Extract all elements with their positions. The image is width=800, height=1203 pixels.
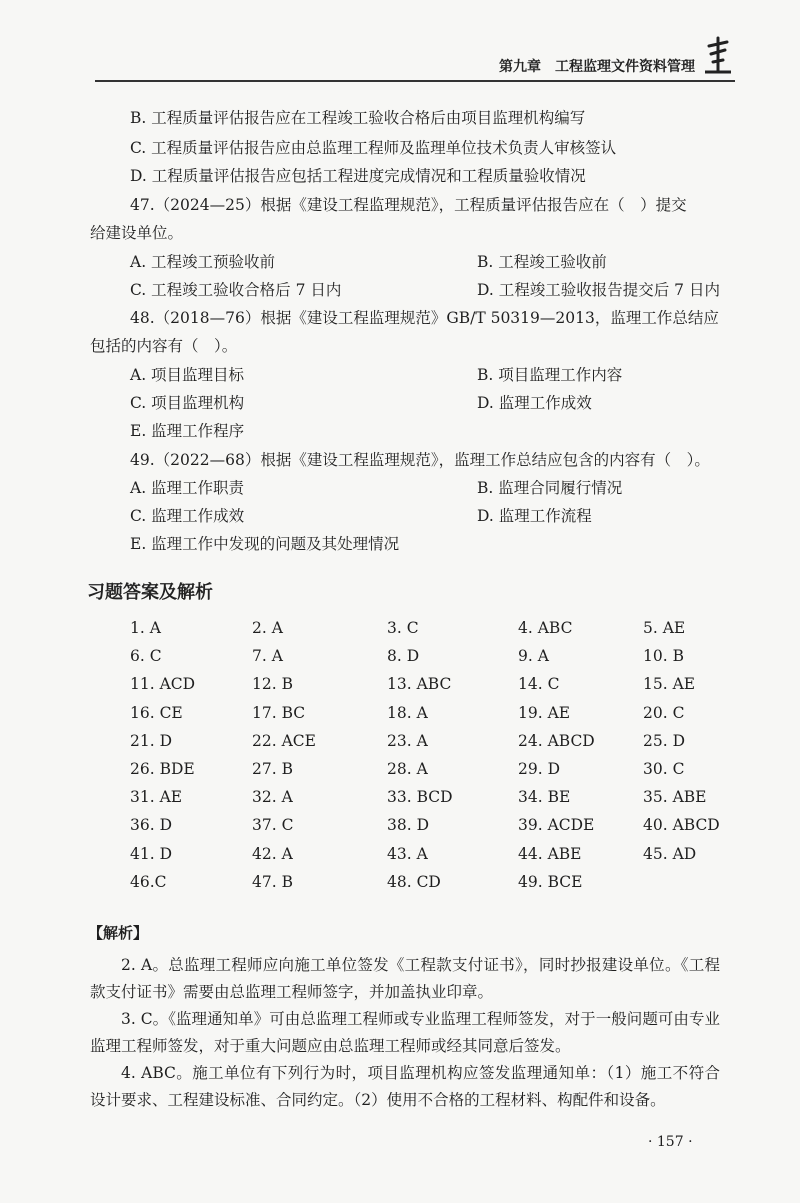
answer-item: 28. A [387,760,428,778]
answer-item: 41. D [130,844,173,863]
q48-option-b: B. 项目监理工作内容 [477,366,623,384]
answer-item: 30. C [643,760,685,778]
answer-item: 22. ACE [252,731,316,750]
answer-item: 26. BDE [130,760,195,778]
answer-item: 2. A [252,619,283,637]
answer-item: 5. AE [643,619,686,637]
answer-item: 32. A [252,788,293,807]
q48-option-a: A. 项目监理目标 [130,366,245,384]
answer-item: 48. CD [387,872,441,891]
answer-item: 20. C [643,703,685,722]
q48-option-e: E. 监理工作程序 [130,422,245,440]
option-d: D. 工程质量评估报告应包括工程进度完成情况和工程质量验收情况 [130,167,586,185]
option-c: C. 工程质量评估报告应由总监理工程师及监理单位技术负责人审核签认 [130,139,617,157]
q48-option-d: D. 监理工作成效 [477,394,592,412]
answer-item: 3. C [387,619,419,637]
chapter-title: 第九章 工程监理文件资料管理 [499,59,695,75]
answer-item: 42. A [252,844,293,863]
answer-item: 14. C [518,675,560,694]
question-49-stem: 49.（2022—68）根据《建设工程监理规范》，监理工作总结应包含的内容有（ ）。 [130,451,710,469]
answer-item: 44. ABE [518,844,582,863]
answer-item: 8. D [387,647,420,666]
answer-item: 49. BCE [518,872,583,891]
q47-option-b: B. 工程竣工验收前 [477,253,607,271]
answers-title: 习题答案及解析 [87,582,213,603]
tree-logo-icon [701,34,735,74]
answer-item: 6. C [130,647,162,666]
question-47-stem: 47.（2024—25）根据《建设工程监理规范》，工程质量评估报告应在（ ）提交 [130,196,687,214]
answer-item: 9. A [518,647,549,666]
q47-option-d: D. 工程竣工验收报告提交后 7 日内 [477,281,720,299]
answer-item: 4. ABC [518,619,573,637]
question-48-stem: 48.（2018—76）根据《建设工程监理规范》GB/T 50319—2013，监理工作总结应 [130,309,719,327]
answer-item: 39. ACDE [518,816,595,835]
answer-item: 29. D [518,760,561,778]
q47-option-c: C. 工程竣工验收合格后 7 日内 [130,281,342,299]
page-number: · 157 · [648,1134,693,1150]
answer-item: 17. BC [252,703,306,722]
answer-item: 46.C [130,872,167,891]
q48-option-c: C. 项目监理机构 [130,394,245,412]
option-b: B. 工程质量评估报告应在工程竣工验收合格后由项目监理机构编写 [130,109,586,127]
q49-option-d: D. 监理工作流程 [477,507,592,525]
answer-item: 1. A [130,619,161,637]
analysis-paragraph: 4. ABC。施工单位有下列行为时，项目监理机构应签发监理通知单：（1）施工不符合设计要求、工程建设标准、合同约定。（2）使用不合格的工程材料、构配件和设备。 [90,1064,720,1109]
answer-item: 15. AE [643,675,696,694]
answer-item: 43. A [387,844,428,863]
answer-item: 34. BE [518,788,571,807]
answer-item: 31. AE [130,788,183,807]
answer-item: 13. ABC [387,675,452,694]
q49-option-b: B. 监理合同履行情况 [477,479,623,497]
q49-option-e: E. 监理工作中发现的问题及其处理情况 [130,535,400,553]
answer-item: 33. BCD [387,788,453,807]
answer-item: 27. B [252,760,293,778]
answer-item: 38. D [387,816,430,835]
answer-item: 36. D [130,816,173,835]
answer-item: 18. A [387,703,428,722]
answer-item: 47. B [252,872,293,891]
answer-item: 12. B [252,675,293,694]
answer-item: 11. ACD [130,675,196,694]
q47-option-a: A. 工程竣工预验收前 [130,253,276,271]
answer-item: 10. B [643,647,684,666]
answer-item: 24. ABCD [518,731,595,750]
answer-item: 7. A [252,647,283,666]
answer-item: 23. A [387,731,428,750]
analysis-paragraph: 3. C。《监理通知单》可由总监理工程师或专业监理工程师签发，对于一般问题可由专业监理工程师签发，对于重大问题应由总监理工程师或经其同意后签发。 [90,1010,720,1055]
analysis-paragraph: 2. A。总监理工程师应向施工单位签发《工程款支付证书》，同时抄报建设单位。《工程款支付证书》需要由总监理工程师签字，并加盖执业印章。 [90,956,720,1001]
q49-option-c: C. 监理工作成效 [130,507,245,525]
answer-item: 19. AE [518,703,571,722]
q49-option-a: A. 监理工作职责 [130,479,245,497]
answer-item: 35. ABE [643,788,707,807]
answer-item: 40. ABCD [643,816,720,835]
answer-item: 37. C [252,816,294,835]
answer-item: 21. D [130,731,173,750]
analysis-title: 【解析】 [88,924,149,942]
answer-item: 16. CE [130,703,183,722]
question-47-stem-cont: 给建设单位。 [90,224,184,242]
answer-item: 45. AD [643,844,697,863]
answer-item: 25. D [643,731,686,750]
question-48-stem-cont: 包括的内容有（ ）。 [90,337,238,355]
page-header [95,50,735,82]
